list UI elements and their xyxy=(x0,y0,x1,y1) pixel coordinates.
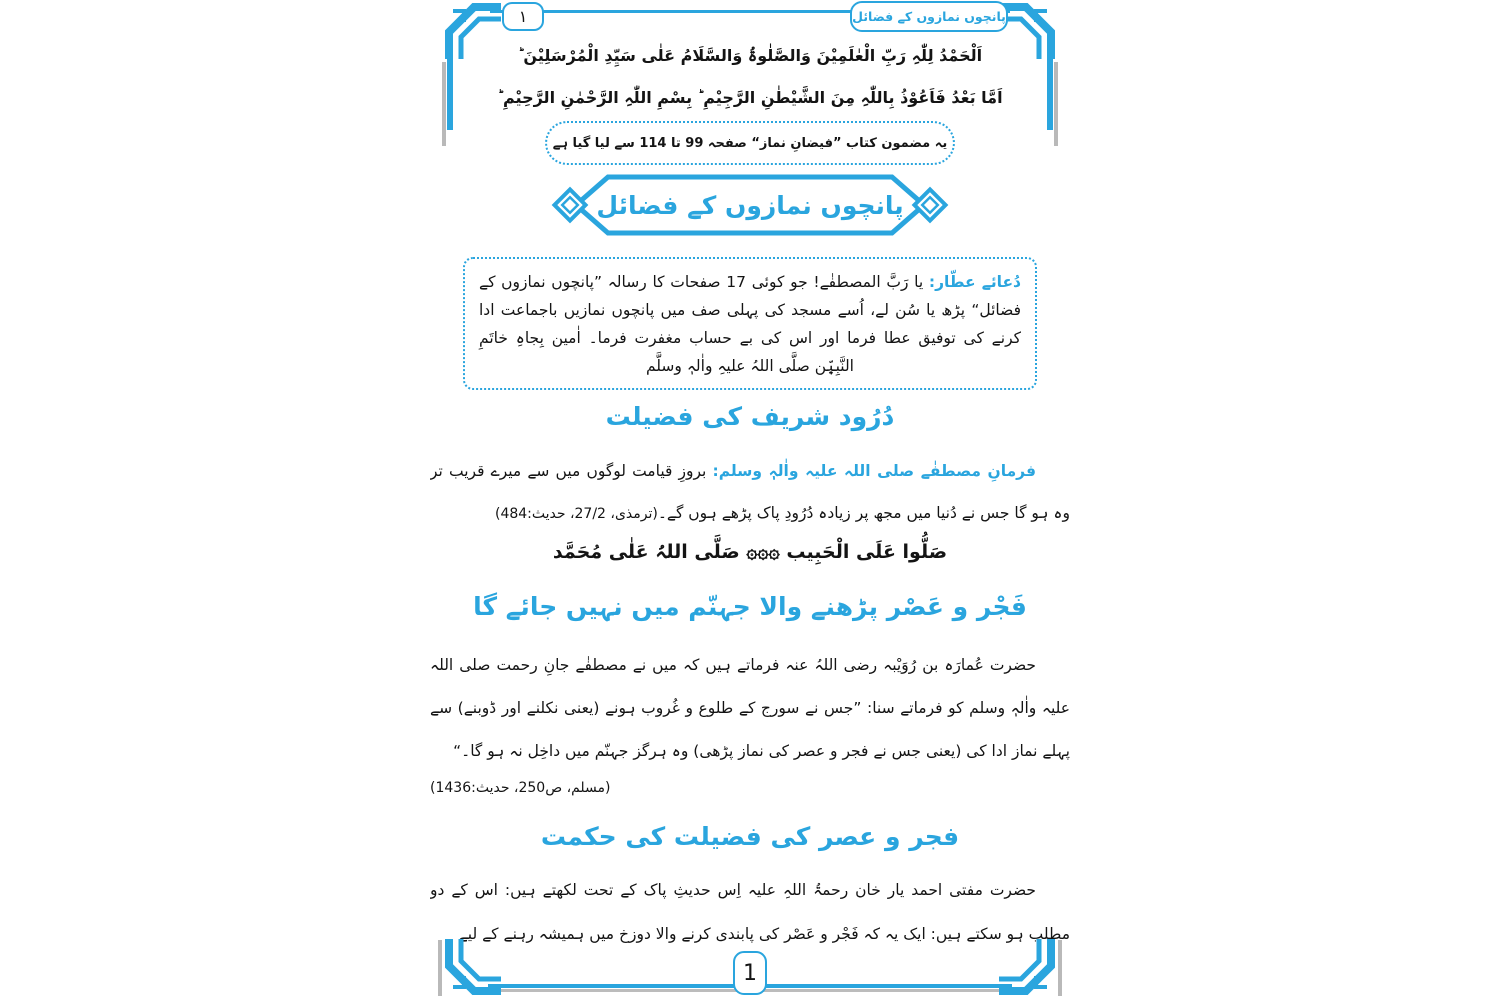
page-title: پانچوں نمازوں کے فضائل xyxy=(596,190,904,220)
paragraph-hikmat-text: حضرت مفتی احمد یار خان رحمۃُ اللہِ علیہ اِس حدیثِ پاک کے تحت لکھتے ہیں: اس کے دو مطلب ہو سکتے ہیں: ایک یہ کہ فَجْر و عَصْر کی پابندی کرنے والا دوزخ میں ہمیشہ رہنے کے لیے xyxy=(430,881,1070,943)
page-number-top-badge xyxy=(502,2,544,31)
reference-tirmizi: (ترمذی، 27/2، حدیث:484) xyxy=(494,506,658,522)
page-number-bottom-badge xyxy=(733,951,767,995)
paragraph-fajr-asr xyxy=(430,644,1070,773)
source-note: یہ مضمون کتاب ”فیضانِ نماز“ صفحہ 99 تا 114 سے لیا گیا ہے xyxy=(545,121,955,165)
paragraph-hikmat xyxy=(430,868,1070,956)
main-title-banner xyxy=(550,168,950,242)
salawat-line: صَلُّوا عَلَی الْحَبِیب ۞۞۞ صَلَّی اللہُ عَلٰی مُحَمَّد xyxy=(552,541,948,563)
farman-mustafa-lead: فرمانِ مصطفٰے صلی اللہ علیہ واٰلہٖ وسلم: xyxy=(712,462,1036,480)
page-number-top: ١ xyxy=(518,7,528,26)
dua-attar-box xyxy=(463,257,1037,390)
dua-attar-label: دُعائے عطّار: xyxy=(928,273,1021,291)
running-header-badge xyxy=(850,1,1008,32)
corner-ornament-top-left-icon xyxy=(443,1,501,59)
paragraph-durood xyxy=(430,450,1070,535)
section-heading-hikmat: فجر و عصر کی فضیلت کی حکمت xyxy=(540,822,960,851)
paragraph-durood-text: بروزِ قیامت لوگوں میں سے میرے قریب تر وہ ہو گا جس نے دُنیا میں مجھ پر زیادہ دُرُودِ پاک پڑھے ہوں گے۔ xyxy=(430,462,1070,522)
paragraph-fajr-asr-text: حضرت عُمارَہ بن رُوَیْبہ رضی اللہُ عنہ فرماتے ہیں کہ میں نے مصطفٰے جانِ رحمت صلی اللہ علیہ واٰلہٖ وسلم کو فرماتے سنا: ”جس نے سورج کے طلوع و غُروب ہونے (یعنی نکلنے اور ڈوبنے) سے پہلے نماز ادا کی (یعنی جس نے فجر و عصر کی نماز پڑھی) وہ ہرگز جہنّم میں داخِل نہ ہو گا۔“ xyxy=(430,656,1070,760)
running-header-title: پانچوں نمازوں کے فضائل xyxy=(852,9,1006,24)
corner-ornament-bottom-right-icon xyxy=(999,939,1057,997)
corner-ornament-bottom-left-icon xyxy=(443,939,501,997)
page-number-bottom: 1 xyxy=(743,960,757,986)
dua-attar-text: یا رَبَّ المصطفٰے! جو کوئی 17 صفحات کا رسالہ ”پانچوں نمازوں کے فضائل“ پڑھ یا سُن لے، اُسے مسجد کی پہلی صف میں پانچوں نمازیں باجماعت ادا کرنے کی توفیق عطا فرما اور اس کی بے حساب مغفرت فرما۔ اٰمین بِجاہِ خاتَمِ النَّبِیّٖن صلَّی اللہُ علیہِ واٰلہٖ وسلَّم xyxy=(479,273,1021,375)
reference-muslim: (مسلم، ص250، حدیث:1436) xyxy=(430,780,611,796)
section-heading-durood: دُرُود شریف کی فضیلت xyxy=(605,402,895,431)
hamd-line-2: اَمَّا بَعْدُ فَاَعُوْذُ بِاللّٰہِ مِنَ الشَّیْطٰنِ الرَّجِیْمِ ؕ بِسْمِ اللّٰہِ الرَّحْمٰنِ الرَّحِیْمِ ؕ xyxy=(497,88,1003,107)
section-heading-fajr-asr: فَجْر و عَصْر پڑھنے والا جہنّم میں نہیں جائے گا xyxy=(473,592,1027,621)
hamd-line-1: اَلْحَمْدُ لِلّٰہِ رَبِّ الْعٰلَمِیْنَ وَالصَّلٰوۃُ وَالسَّلَامُ عَلٰی سَیِّدِ الْمُرْسَلِیْنَ ؕ xyxy=(517,46,983,65)
document-page xyxy=(430,0,1070,1000)
